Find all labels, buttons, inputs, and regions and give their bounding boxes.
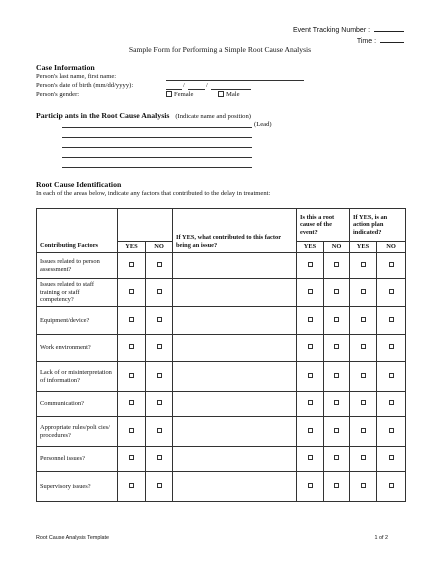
root-cause-yes-checkbox[interactable] <box>308 400 313 405</box>
root-cause-no-checkbox[interactable] <box>334 344 339 349</box>
table-row <box>37 362 406 392</box>
checkbox-cell <box>146 362 173 392</box>
root-cause-yes-checkbox[interactable] <box>308 373 313 378</box>
female-label: Female <box>174 91 194 98</box>
gender-male-option[interactable] <box>218 91 240 98</box>
table-row <box>37 392 406 417</box>
checkbox-cell <box>297 392 324 417</box>
checkbox-cell <box>146 472 173 502</box>
root-cause-no-checkbox[interactable] <box>334 262 339 267</box>
no-checkbox[interactable] <box>157 428 162 433</box>
contributed-notes-cell[interactable] <box>173 472 297 502</box>
contributing-factors-table <box>36 208 406 502</box>
checkbox-cell <box>118 447 146 472</box>
header-contributing-factors: Contributing Factors <box>37 209 118 253</box>
dob-month-input[interactable] <box>166 89 182 90</box>
factor-label: Equipment/device? <box>37 307 118 335</box>
root-cause-no-checkbox[interactable] <box>334 483 339 488</box>
event-tracking-input[interactable] <box>374 25 404 32</box>
checkbox-cell <box>324 472 350 502</box>
no-checkbox[interactable] <box>157 289 162 294</box>
factor-label: Issues related to staff training or staff competency? <box>37 279 118 307</box>
checkbox-cell <box>146 335 173 362</box>
participant-input[interactable] <box>62 167 252 168</box>
action-plan-no-checkbox[interactable] <box>389 455 394 460</box>
gender-female-option[interactable] <box>166 91 193 98</box>
yes-checkbox[interactable] <box>129 428 134 433</box>
checkbox-cell <box>118 279 146 307</box>
header-root-cause: Is this a root cause of the event? <box>297 209 350 242</box>
no-checkbox[interactable] <box>157 373 162 378</box>
page-title: Sample Form for Performing a Simple Root Cause Analysis <box>128 45 312 54</box>
table-row <box>37 417 406 447</box>
dob-separator: / <box>206 82 208 89</box>
participant-lead-input[interactable] <box>62 127 252 128</box>
checkbox-cell <box>297 362 324 392</box>
checkbox-cell <box>350 392 377 417</box>
factor-label: Communication? <box>37 392 118 417</box>
root-cause-no-checkbox[interactable] <box>334 289 339 294</box>
checkbox-cell <box>377 362 406 392</box>
checkbox-cell <box>350 417 377 447</box>
checkbox-cell <box>118 253 146 279</box>
root-cause-yes-checkbox[interactable] <box>308 317 313 322</box>
action-plan-yes-checkbox[interactable] <box>361 455 366 460</box>
root-cause-no-checkbox[interactable] <box>334 400 339 405</box>
gender-label: Person's gender: <box>36 91 80 98</box>
checkbox-cell <box>377 253 406 279</box>
checkbox-cell <box>297 253 324 279</box>
time-label: Time : <box>356 38 377 45</box>
tracking-block <box>293 25 404 47</box>
checkbox-cell <box>324 279 350 307</box>
checkbox-cell <box>297 279 324 307</box>
action-plan-no-checkbox[interactable] <box>389 262 394 267</box>
yes-checkbox[interactable] <box>129 289 134 294</box>
root-cause-intro: In each of the areas below, indicate any factors that contributed to the delay in treatment: <box>36 190 271 197</box>
dob-day-input[interactable] <box>188 89 205 90</box>
no-checkbox[interactable] <box>157 483 162 488</box>
yes-checkbox[interactable] <box>129 400 134 405</box>
checkbox-cell <box>297 335 324 362</box>
checkbox-cell <box>146 253 173 279</box>
no-checkbox[interactable] <box>157 400 162 405</box>
dob-separator: / <box>183 82 185 89</box>
checkbox-cell <box>146 307 173 335</box>
checkbox-cell <box>118 335 146 362</box>
footer-page-number: 1 of 2 <box>374 535 388 541</box>
participants-note: (Indicate name and position) <box>175 113 251 120</box>
factor-label: Issues related to person assessment? <box>37 253 118 279</box>
factor-label: Lack of or misinterpretation of information? <box>37 362 118 392</box>
root-cause-no-checkbox[interactable] <box>334 373 339 378</box>
male-checkbox[interactable] <box>218 91 224 97</box>
checkbox-cell <box>324 307 350 335</box>
factor-label: Work environment? <box>37 335 118 362</box>
root-cause-heading: Root Cause Identification <box>36 180 122 189</box>
no-checkbox[interactable] <box>157 344 162 349</box>
checkbox-cell <box>377 447 406 472</box>
checkbox-cell <box>377 335 406 362</box>
action-plan-yes-checkbox[interactable] <box>361 344 366 349</box>
checkbox-cell <box>324 362 350 392</box>
action-plan-yes-checkbox[interactable] <box>361 428 366 433</box>
contributed-notes-cell[interactable] <box>173 447 297 472</box>
male-label: Male <box>226 91 240 98</box>
checkbox-cell <box>324 392 350 417</box>
root-cause-yes-checkbox[interactable] <box>308 344 313 349</box>
participants-heading: Particip ants in the Root Cause Analysis <box>36 111 170 120</box>
header-yes: YES <box>350 242 377 253</box>
header-no: NO <box>324 242 350 253</box>
checkbox-cell <box>350 307 377 335</box>
table-row <box>37 335 406 362</box>
no-checkbox[interactable] <box>157 262 162 267</box>
header-yes: YES <box>118 242 146 253</box>
checkbox-cell <box>350 472 377 502</box>
checkbox-cell <box>118 362 146 392</box>
yes-checkbox[interactable] <box>129 483 134 488</box>
action-plan-yes-checkbox[interactable] <box>361 483 366 488</box>
yes-checkbox[interactable] <box>129 373 134 378</box>
contributed-notes-cell[interactable] <box>173 392 297 417</box>
contributed-notes-cell[interactable] <box>173 335 297 362</box>
checkbox-cell <box>324 417 350 447</box>
checkbox-cell <box>350 253 377 279</box>
time-input[interactable] <box>380 36 404 43</box>
checkbox-cell <box>377 472 406 502</box>
checkbox-cell <box>146 417 173 447</box>
checkbox-cell <box>350 279 377 307</box>
table-row <box>37 279 406 307</box>
action-plan-yes-checkbox[interactable] <box>361 262 366 267</box>
participants-heading-row <box>36 111 251 120</box>
table-row <box>37 447 406 472</box>
action-plan-yes-checkbox[interactable] <box>361 373 366 378</box>
event-tracking-row <box>293 25 404 36</box>
root-cause-yes-checkbox[interactable] <box>308 262 313 267</box>
no-checkbox[interactable] <box>157 455 162 460</box>
action-plan-no-checkbox[interactable] <box>389 317 394 322</box>
event-tracking-label: Event Tracking Number : <box>293 27 371 34</box>
checkbox-cell <box>118 472 146 502</box>
yes-checkbox[interactable] <box>129 262 134 267</box>
checkbox-cell <box>324 335 350 362</box>
action-plan-yes-checkbox[interactable] <box>361 317 366 322</box>
action-plan-yes-checkbox[interactable] <box>361 400 366 405</box>
header-no: NO <box>146 242 173 253</box>
table-row <box>37 472 406 502</box>
root-cause-yes-checkbox[interactable] <box>308 289 313 294</box>
no-checkbox[interactable] <box>157 317 162 322</box>
checkbox-cell <box>297 447 324 472</box>
root-cause-no-checkbox[interactable] <box>334 317 339 322</box>
yes-checkbox[interactable] <box>129 344 134 349</box>
contributed-notes-cell[interactable] <box>173 253 297 279</box>
action-plan-no-checkbox[interactable] <box>389 428 394 433</box>
case-info-heading: Case Information <box>36 63 95 72</box>
yes-checkbox[interactable] <box>129 317 134 322</box>
dob-label: Person's date of birth (mm/dd/yyyy): <box>36 82 134 89</box>
checkbox-cell <box>377 392 406 417</box>
participant-input[interactable] <box>62 137 252 138</box>
root-cause-yes-checkbox[interactable] <box>308 455 313 460</box>
checkbox-cell <box>146 392 173 417</box>
checkbox-cell <box>118 307 146 335</box>
action-plan-no-checkbox[interactable] <box>389 344 394 349</box>
lead-label: (Lead) <box>254 121 272 128</box>
root-cause-no-checkbox[interactable] <box>334 455 339 460</box>
action-plan-no-checkbox[interactable] <box>389 483 394 488</box>
action-plan-no-checkbox[interactable] <box>389 373 394 378</box>
factor-label: Supervisory issues? <box>37 472 118 502</box>
checkbox-cell <box>324 253 350 279</box>
checkbox-cell <box>377 417 406 447</box>
participant-input[interactable] <box>62 157 252 158</box>
action-plan-no-checkbox[interactable] <box>389 400 394 405</box>
header-if-yes-contributed: If YES, what contributed to this factor being an issue? <box>173 209 297 253</box>
footer-left: Root Cause Analysis Template <box>36 535 110 541</box>
checkbox-cell <box>146 279 173 307</box>
checkbox-cell <box>297 472 324 502</box>
name-input[interactable] <box>166 80 304 81</box>
checkbox-cell <box>350 335 377 362</box>
factor-label: Personnel issues? <box>37 447 118 472</box>
table-row <box>37 307 406 335</box>
checkbox-cell <box>297 417 324 447</box>
checkbox-cell <box>350 362 377 392</box>
dob-year-input[interactable] <box>211 89 251 90</box>
contributed-notes-cell[interactable] <box>173 362 297 392</box>
participant-input[interactable] <box>62 147 252 148</box>
female-checkbox[interactable] <box>166 91 172 97</box>
header-spacer <box>118 209 173 242</box>
checkbox-cell <box>324 447 350 472</box>
checkbox-cell <box>146 447 173 472</box>
table-row <box>37 253 406 279</box>
checkbox-cell <box>377 307 406 335</box>
contributed-notes-cell[interactable] <box>173 417 297 447</box>
checkbox-cell <box>350 447 377 472</box>
root-cause-no-checkbox[interactable] <box>334 428 339 433</box>
action-plan-yes-checkbox[interactable] <box>361 289 366 294</box>
checkbox-cell <box>377 279 406 307</box>
checkbox-cell <box>118 417 146 447</box>
factor-label: Appropriate rules/poli cies/ procedures? <box>37 417 118 447</box>
action-plan-no-checkbox[interactable] <box>389 289 394 294</box>
contributed-notes-cell[interactable] <box>173 307 297 335</box>
name-label: Person's last name, first name: <box>36 73 117 80</box>
checkbox-cell <box>297 307 324 335</box>
root-cause-yes-checkbox[interactable] <box>308 428 313 433</box>
checkbox-cell <box>118 392 146 417</box>
contributed-notes-cell[interactable] <box>173 279 297 307</box>
header-action-plan: If YES, is an action plan indicated? <box>350 209 406 242</box>
header-no: NO <box>377 242 406 253</box>
header-yes: YES <box>297 242 324 253</box>
root-cause-yes-checkbox[interactable] <box>308 483 313 488</box>
yes-checkbox[interactable] <box>129 455 134 460</box>
